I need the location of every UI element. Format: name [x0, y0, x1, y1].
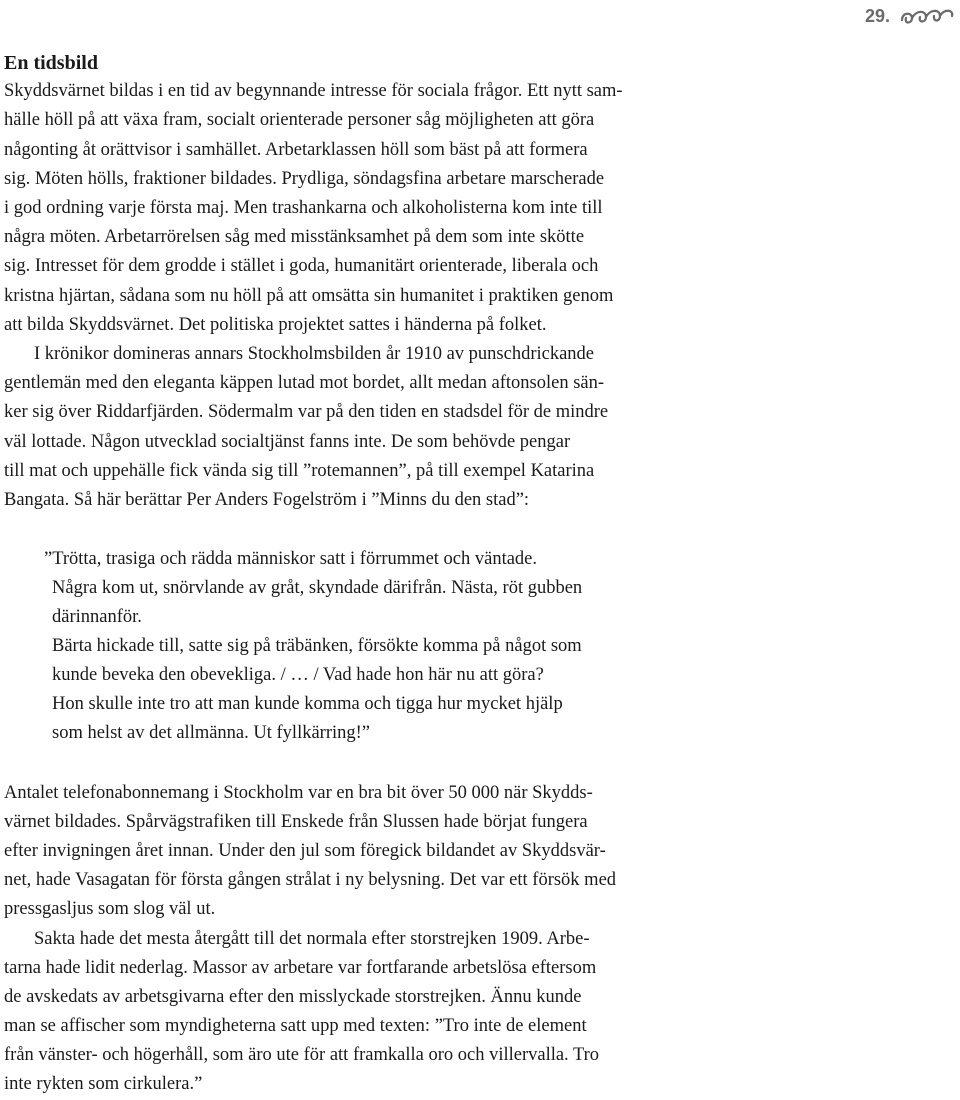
paragraph-line: Sakta hade det mesta återgått till det normala efter storstrejken 1909. Arbe-: [34, 929, 590, 949]
quote-line: kunde beveka den obevekliga. / … / Vad hade hon här nu att göra?: [52, 665, 544, 685]
quote-line: som helst av det allmänna. Ut fyllkärring!”: [52, 723, 371, 743]
quote-line: Hon skulle inte tro att man kunde komma och tigga hur mycket hjälp: [52, 694, 563, 714]
paragraph-line: väl lottade. Någon utvecklad socialtjänst fanns inte. De som behövde pengar: [4, 432, 571, 452]
quote-line: ”Trötta, trasiga och rädda människor satt i förrummet och väntade.: [44, 549, 538, 569]
section-heading: En tidsbild: [4, 52, 98, 74]
paragraph-line: hälle höll på att växa fram, socialt orienterade personer såg möjligheten att göra: [4, 110, 595, 130]
paragraph-line: I krönikor domineras annars Stockholmsbilden år 1910 av punschdrickande: [34, 344, 595, 364]
paragraph-line: tarna hade lidit nederlag. Massor av arbetare var fortfarande arbetslösa eftersom: [4, 958, 597, 978]
swirl-ornament-icon: [898, 4, 956, 28]
quote-line: Bärta hickade till, satte sig på träbänken, försökte komma på något som: [52, 636, 582, 656]
paragraph-line: till mat och uppehälle fick vända sig till ”rotemannen”, på till exempel Katarina: [4, 461, 595, 481]
paragraph-line: ker sig över Riddarfjärden. Södermalm var på den tiden en stadsdel för de mindre: [4, 402, 609, 422]
paragraph-line: värnet bildades. Spårvägstrafiken till Enskede från Slussen hade börjat fungera: [4, 812, 588, 832]
paragraph-line: någonting åt orättvisor i samhället. Arbetarklassen höll som bäst på att formera: [4, 140, 588, 160]
paragraph-line: efter invigningen året innan. Under den jul som föregick bildandet av Skyddsvär-: [4, 841, 606, 861]
paragraph-line: några möten. Arbetarrörelsen såg med misstänksamhet på dem som inte skötte: [4, 227, 585, 247]
paragraph-line: Bangata. Så här berättar Per Anders Fogelström i ”Minns du den stad”:: [4, 490, 530, 510]
paragraph-line: sig. Intresset för dem grodde i stället i goda, humanitärt orienterade, liberala och: [4, 256, 599, 276]
page-number: 29.: [864, 6, 890, 26]
paragraph-line: pressgasljus som slog väl ut.: [4, 899, 216, 919]
paragraph-line: kristna hjärtan, sådana som nu höll på att omsätta sin humanitet i praktiken genom: [4, 286, 614, 306]
paragraph-line: från vänster- och högerhåll, som äro ute för att framkalla oro och villervalla. Tro: [4, 1045, 600, 1065]
paragraph-line: gentlemän med den eleganta käppen lutad mot bordet, allt medan aftonsolen sän-: [4, 373, 605, 393]
paragraph-line: de avskedats av arbetsgivarna efter den misslyckade storstrejken. Ännu kunde: [4, 987, 582, 1007]
paragraph-line: inte rykten som cirkulera.”: [4, 1074, 203, 1094]
paragraph-line: Antalet telefonabonnemang i Stockholm var en bra bit över 50 000 när Skydds-: [4, 783, 593, 803]
paragraph-line: i god ordning varje första maj. Men trashankarna och alkoholisterna kom inte till: [4, 198, 603, 218]
quote-line: Några kom ut, snörvlande av gråt, skyndade därifrån. Nästa, röt gubben: [52, 578, 583, 598]
quote-line: därinnanför.: [52, 607, 142, 627]
paragraph-line: Skyddsvärnet bildas i en tid av begynnande intresse för sociala frågor. Ett nytt sam-: [4, 81, 623, 101]
paragraph-line: sig. Möten hölls, fraktioner bildades. Prydliga, söndagsfina arbetare marscherade: [4, 169, 605, 189]
paragraph-line: man se affischer som myndigheterna satt upp med texten: ”Tro inte de element: [4, 1016, 587, 1036]
paragraph-line: att bilda Skyddsvärnet. Det politiska projektet sattes i händerna på folket.: [4, 315, 547, 335]
paragraph-line: net, hade Vasagatan för första gången strålat i ny belysning. Det var ett försök med: [4, 870, 617, 890]
